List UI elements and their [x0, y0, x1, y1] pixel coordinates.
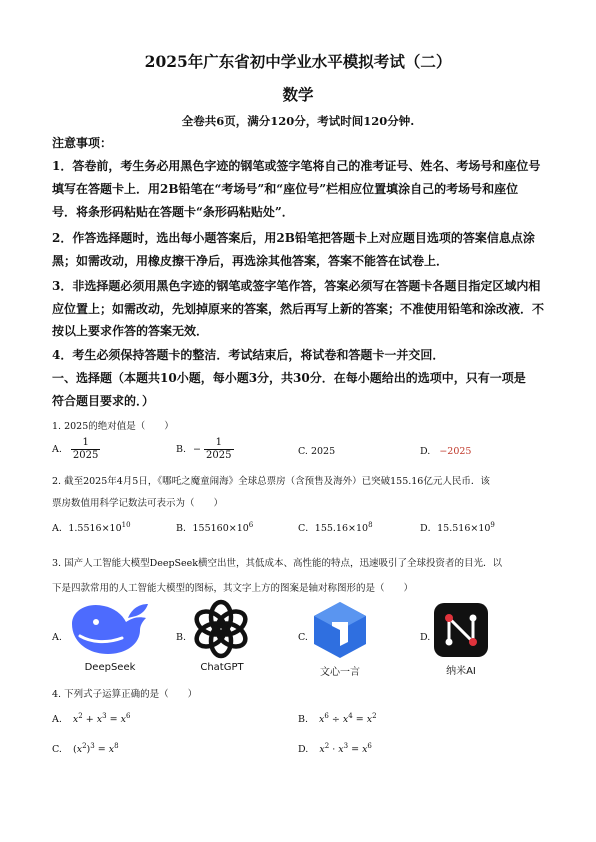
q2-line-1: 2. 截至2025年4月5日，《哪吒之魔童闹海》全球总票房（含预售及海外）已突破155.16亿元人民币．该 — [52, 476, 490, 487]
q2-a-text: A．1.5516×10 — [52, 523, 122, 534]
wenxin-cube-icon — [312, 600, 368, 660]
q3-c-name: 文心一言 — [320, 667, 360, 678]
note-line-1: 1．答卷前，考生务必用黑色字迹的钢笔或签字笔将自己的准考证号、姓名、考场号和座位号 — [52, 159, 541, 173]
exam-subject: 数学 — [282, 85, 314, 104]
q1-option-c: C. 2025 — [298, 446, 336, 457]
exam-meta: 全卷共6页，满分120分，考试时间120分钟. — [181, 114, 415, 128]
q3-a-name: DeepSeek — [84, 662, 136, 673]
q1-a-fraction — [71, 437, 100, 462]
q2-option-d — [420, 520, 495, 534]
q3-line-1: 3. 国产人工智能大模型DeepSeek横空出世，其低成本、高性能的特点，迅速吸引了全球投资者的目光．以 — [52, 558, 503, 569]
q4-stem: 4. 下列式子运算正确的是（ ） — [52, 689, 198, 700]
exam-title: 2025年广东省初中学业水平模拟考试（二） — [144, 52, 452, 71]
q4-c-formula: $(x^2)^3 = x^8$ — [72, 742, 119, 756]
q2-option-c — [298, 520, 373, 534]
q4-option-b — [298, 712, 377, 725]
q1-option-d — [420, 446, 471, 457]
q4-a-label: A. — [52, 714, 62, 726]
q1-a-numerator: 1 — [71, 437, 100, 450]
q4-a-formula: $x^2 + x^3 = x^6$ — [72, 712, 131, 726]
q4-option-a — [52, 712, 130, 725]
q3-option-c-label: C. — [298, 632, 308, 643]
note-line-8: 按以上要求作答的答案无效． — [52, 324, 209, 338]
note-line-4: 2．作答选择题时，选出每小题答案后，用2B铅笔把答题卡上对应题目选项的答案信息点涂 — [52, 231, 535, 245]
section-heading-line-1: 一、选择题（本题共10小题，每小题3分，共30分．在每小题给出的选项中，只有一项是 — [52, 371, 526, 385]
q4-b-label: B. — [298, 714, 309, 726]
q4-c-label: C. — [52, 744, 62, 756]
q2-d-exponent: 9 — [490, 520, 495, 529]
q1-a-label: A. — [52, 444, 62, 455]
q1-a-denominator: 2025 — [72, 450, 99, 461]
q1-d-label: D. — [420, 446, 431, 457]
q3-line-2: 下是四款常用的人工智能大模型的图标，其文字上方的图案是轴对称图形的是（ ） — [52, 583, 414, 594]
q1-stem: 1. 2025的绝对值是（ ） — [52, 421, 174, 432]
q4-option-c — [52, 742, 119, 755]
note-line-5: 黑；如需改动，用橡皮擦干净后，再选涂其他答案，答案不能答在试卷上． — [52, 254, 449, 268]
q2-b-text: B．155160×10 — [176, 523, 249, 534]
deepseek-whale-icon — [66, 598, 154, 658]
q2-a-exponent: 10 — [121, 520, 131, 529]
q3-option-d-label: D. — [420, 632, 431, 643]
q3-option-a-label: A. — [52, 632, 62, 643]
note-line-3: 号．将条形码粘贴在答题卡“条形码粘贴处”． — [52, 205, 294, 219]
q2-d-text: D．15.516×10 — [420, 523, 491, 534]
q4-d-label: D. — [298, 744, 309, 756]
q2-b-exponent: 6 — [248, 520, 254, 529]
chatgpt-knot-icon — [190, 598, 252, 660]
section-heading-line-2: 符合题目要求的．） — [52, 394, 155, 408]
notes-heading: 注意事项： — [52, 136, 113, 150]
namiai-node-icon — [434, 603, 488, 657]
q3-d-name: 纳米AI — [446, 666, 476, 677]
q1-b-fraction — [204, 437, 233, 462]
q1-b-denominator: 2025 — [206, 450, 232, 461]
q2-c-exponent: 8 — [368, 520, 373, 529]
q1-d-value: −2025 — [439, 446, 472, 457]
note-line-9: 4．考生必须保持答题卡的整洁．考试结束后，将试卷和答题卡一并交回． — [52, 348, 445, 362]
q1-option-b — [176, 437, 234, 462]
q1-b-numerator: 1 — [204, 437, 233, 450]
q2-option-a — [52, 520, 131, 534]
q3-b-name: ChatGPT — [200, 662, 244, 673]
q2-c-text: C．155.16×10 — [298, 523, 369, 534]
note-line-6: 3．非选择题必须用黑色字迹的钢笔或签字笔作答，答案必须写在答题卡各题目指定区域内相 — [52, 279, 541, 293]
q3-option-b-label: B. — [176, 632, 187, 643]
q1-b-sign: − — [193, 444, 202, 455]
q4-option-d — [298, 742, 372, 755]
q1-option-a — [52, 437, 100, 462]
note-line-2: 填写在答题卡上．用2B铅笔在“考场号”和“座位号”栏相应位置填涂自己的考场号和座位 — [52, 182, 519, 196]
q2-option-b — [176, 520, 253, 534]
q4-d-formula: $x^2 \cdot x^3 = x^6$ — [319, 742, 372, 756]
q4-b-formula: $x^6 \div x^4 = x^2$ — [319, 712, 377, 726]
q1-b-label: B. — [176, 444, 187, 455]
q2-line-2: 票房数值用科学记数法可表示为（ ） — [52, 498, 224, 509]
note-line-7: 应位置上；如需改动，先划掉原来的答案，然后再写上新的答案；不准使用铅笔和涂改液．不 — [52, 302, 545, 316]
